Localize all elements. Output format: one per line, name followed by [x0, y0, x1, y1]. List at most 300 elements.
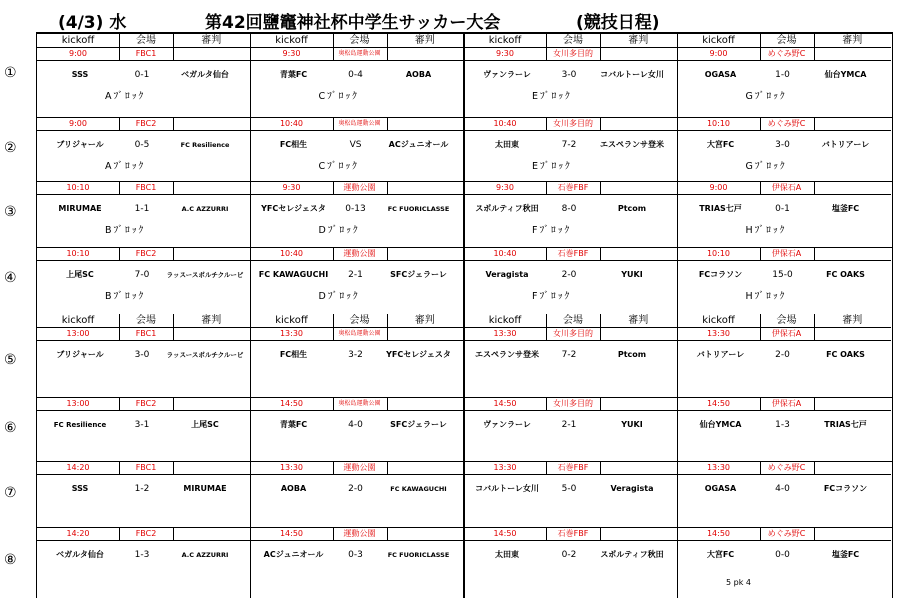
- match-score: 15-0: [772, 270, 793, 280]
- away-team: ラッスースポルチクルーピ: [166, 351, 244, 359]
- match-score: 1-3: [775, 420, 790, 430]
- match-info-row: [251, 248, 464, 261]
- match-line: [678, 202, 892, 216]
- match-line: [37, 418, 250, 432]
- kickoff-time: 9:00: [37, 118, 120, 130]
- referee-cell: [600, 48, 677, 60]
- away-team: AOBA: [405, 70, 432, 79]
- kickoff-time: 13:00: [37, 328, 120, 340]
- match-score: 1-0: [775, 70, 790, 80]
- away-team: FCコラソン: [823, 484, 868, 493]
- venue-name: 伊保石A: [760, 248, 815, 260]
- kickoff-time: 9:30: [251, 48, 334, 60]
- group-label: Cﾌﾞﾛｯｸ: [318, 161, 359, 172]
- match-line: [678, 548, 892, 562]
- kickoff-header: kickoff: [678, 34, 761, 47]
- match-line: [464, 482, 677, 496]
- away-team: MIRUMAE: [183, 484, 227, 493]
- venue-name: FBC2: [119, 528, 174, 540]
- match-line: [251, 68, 464, 82]
- match-score: VS: [349, 140, 362, 150]
- kickoff-header: kickoff: [464, 34, 547, 47]
- column-header: [678, 314, 892, 328]
- venue-name: 奥松島運動公園: [333, 328, 388, 340]
- match-score: 2-1: [348, 270, 363, 280]
- home-team: ブリジャール: [56, 350, 104, 359]
- away-team: A.C AZZURRI: [181, 551, 229, 559]
- referee-cell: [387, 328, 464, 340]
- match-score: 0-5: [134, 140, 150, 150]
- away-team: A.C AZZURRI: [181, 205, 229, 213]
- match-info-row: [464, 328, 677, 341]
- match-line: [251, 348, 464, 362]
- referee-cell: [814, 328, 892, 340]
- match-score: 0-1: [775, 204, 790, 214]
- referee-cell: [600, 528, 677, 540]
- venue-header: 会場: [119, 34, 174, 47]
- column-header: [464, 34, 677, 48]
- kickoff-time: 13:30: [678, 462, 761, 474]
- home-team: TRIAS七戸: [699, 204, 742, 213]
- date-label: (4/3) 水: [58, 13, 127, 33]
- venue-name: FBC2: [119, 398, 174, 410]
- match-line: [251, 268, 464, 282]
- home-team: エスペランサ登米: [475, 350, 539, 359]
- match-info-row: [464, 118, 677, 131]
- kickoff-time: 13:00: [37, 398, 120, 410]
- home-team: ブリジャール: [56, 140, 104, 149]
- referee-cell: [814, 528, 892, 540]
- venue-name: 奥松島運動公園: [333, 398, 388, 410]
- kickoff-time: 9:00: [678, 48, 761, 60]
- match-line: [251, 482, 464, 496]
- away-team: YUKI: [621, 420, 643, 429]
- group-label: Fﾌﾞﾛｯｸ: [532, 225, 572, 236]
- match-score: 4-0: [348, 420, 363, 430]
- round-separator: [37, 181, 892, 182]
- referee-cell: [600, 118, 677, 130]
- match-info-row: [464, 528, 677, 541]
- match-info-row: [678, 182, 892, 195]
- match-line: [251, 548, 464, 562]
- venue-name: 運動公園: [333, 182, 388, 194]
- group-label: Cﾌﾞﾛｯｸ: [318, 91, 359, 102]
- referee-cell: [173, 328, 250, 340]
- venue-name: 奥松島運動公園: [333, 118, 388, 130]
- penalty-kick-note: 5 pk 4: [726, 578, 751, 587]
- home-team: 太田東: [495, 140, 519, 149]
- home-team: 大宮FC: [706, 550, 735, 559]
- kickoff-time: 10:10: [37, 182, 120, 194]
- away-team: バトリアーレ: [821, 140, 870, 149]
- home-team: ヴァンラーレ: [483, 420, 531, 429]
- match-score: 1-2: [134, 484, 150, 494]
- referee-cell: [387, 462, 464, 474]
- block-column: [678, 34, 892, 600]
- match-line: [464, 138, 677, 152]
- group-label: Eﾌﾞﾛｯｸ: [532, 91, 572, 102]
- referee-header: 審判: [842, 35, 863, 46]
- match-info-row: [251, 48, 464, 61]
- kickoff-time: 10:40: [251, 118, 334, 130]
- match-score: 5-0: [561, 484, 577, 494]
- match-info-row: [37, 528, 250, 541]
- match-info-row: [678, 528, 892, 541]
- match-score: 0-4: [348, 70, 363, 80]
- match-info-row: [464, 398, 677, 411]
- referee-cell: [814, 398, 892, 410]
- match-line: [37, 268, 250, 282]
- kickoff-time: 10:10: [37, 248, 120, 260]
- group-label: Fﾌﾞﾛｯｸ: [532, 291, 572, 302]
- kickoff-time: 9:00: [678, 182, 761, 194]
- away-team: Ptcom: [617, 350, 647, 359]
- column-header: [464, 314, 677, 328]
- venue-name: 女川多目的: [546, 328, 601, 340]
- group-label: Hﾌﾞﾛｯｸ: [745, 225, 787, 236]
- column-header: [251, 314, 464, 328]
- home-team: 青葉FC: [279, 70, 308, 79]
- column-header: [37, 314, 250, 328]
- away-team: エスペランサ登米: [600, 140, 664, 149]
- match-info-row: [37, 48, 250, 61]
- match-line: [678, 482, 892, 496]
- group-label: Dﾌﾞﾛｯｸ: [318, 225, 360, 236]
- group-label: Gﾌﾞﾛｯｸ: [745, 91, 787, 102]
- kickoff-time: 10:40: [464, 248, 547, 260]
- block-column: [251, 34, 464, 600]
- match-line: [37, 138, 250, 152]
- match-score: 3-0: [775, 140, 790, 150]
- referee-header: 審判: [842, 315, 863, 326]
- match-line: [678, 68, 892, 82]
- kickoff-time: 13:30: [464, 462, 547, 474]
- home-team: SSS: [71, 484, 89, 493]
- referee-cell: [814, 118, 892, 130]
- column-header: [678, 34, 892, 48]
- home-team: 上尾SC: [66, 270, 94, 279]
- kickoff-time: 14:50: [464, 398, 547, 410]
- match-score: 0-0: [775, 550, 790, 560]
- referee-cell: [600, 328, 677, 340]
- match-line: [464, 418, 677, 432]
- match-info-row: [37, 462, 250, 475]
- away-team: ベガルタ仙台: [181, 70, 229, 79]
- venue-name: めぐみ野C: [760, 48, 815, 60]
- home-team: 太田東: [495, 550, 519, 559]
- referee-cell: [387, 528, 464, 540]
- referee-cell: [173, 398, 250, 410]
- match-info-row: [464, 248, 677, 261]
- home-team: OGASA: [704, 70, 737, 79]
- referee-header: 審判: [201, 35, 222, 46]
- round-number: ④: [4, 270, 17, 286]
- home-team: FC相生: [279, 350, 308, 359]
- group-label: Eﾌﾞﾛｯｸ: [532, 161, 572, 172]
- kickoff-time: 14:50: [678, 398, 761, 410]
- away-team: 塩釜FC: [831, 550, 860, 559]
- group-label: Aﾌﾞﾛｯｸ: [105, 161, 146, 172]
- venue-name: FBC2: [119, 118, 174, 130]
- round-separator: [37, 247, 892, 248]
- match-score: 7-0: [134, 270, 150, 280]
- kickoff-time: 9:30: [251, 182, 334, 194]
- round-number: ①: [4, 65, 17, 81]
- kickoff-time: 13:30: [678, 328, 761, 340]
- kickoff-time: 10:40: [251, 248, 334, 260]
- referee-cell: [387, 248, 464, 260]
- home-team: コバルトーレ女川: [475, 484, 539, 493]
- home-team: 仙台YMCA: [699, 420, 742, 429]
- referee-cell: [600, 248, 677, 260]
- referee-cell: [173, 462, 250, 474]
- away-team: ラッスースポルチクルーピ: [166, 271, 244, 279]
- kickoff-time: 10:40: [464, 118, 547, 130]
- home-team: YFCセレジェスタ: [261, 204, 326, 213]
- away-team: TRIAS七戸: [824, 420, 867, 429]
- match-info-row: [37, 398, 250, 411]
- match-score: 0-3: [348, 550, 363, 560]
- round-number: ⑧: [4, 552, 17, 568]
- kickoff-time: 13:30: [464, 328, 547, 340]
- match-score: 2-0: [775, 350, 790, 360]
- match-line: [37, 548, 250, 562]
- venue-name: めぐみ野C: [760, 528, 815, 540]
- match-info-row: [251, 182, 464, 195]
- referee-cell: [387, 182, 464, 194]
- away-team: ACジュニオール: [388, 140, 449, 149]
- venue-header: 会場: [760, 314, 815, 327]
- kickoff-time: 13:30: [251, 462, 334, 474]
- match-line: [251, 202, 464, 216]
- group-label: Gﾌﾞﾛｯｸ: [745, 161, 787, 172]
- match-info-row: [464, 462, 677, 475]
- kickoff-time: 10:10: [678, 118, 761, 130]
- away-team: Ptcom: [617, 204, 647, 213]
- group-label: Aﾌﾞﾛｯｸ: [105, 91, 146, 102]
- away-team: スポルティフ秋田: [600, 550, 664, 559]
- match-score: 1-1: [134, 204, 150, 214]
- column-header: [37, 34, 250, 48]
- kickoff-header: kickoff: [678, 314, 761, 327]
- referee-header: 審判: [628, 315, 649, 326]
- kickoff-time: 10:10: [678, 248, 761, 260]
- match-line: [37, 482, 250, 496]
- venue-name: 女川多目的: [546, 398, 601, 410]
- match-info-row: [251, 328, 464, 341]
- match-line: [678, 418, 892, 432]
- match-score: 4-0: [775, 484, 790, 494]
- away-team: コバルトーレ女川: [600, 70, 664, 79]
- away-team: FC FUORICLASSE: [387, 551, 450, 559]
- match-info-row: [37, 328, 250, 341]
- venue-name: 運動公園: [333, 248, 388, 260]
- match-line: [251, 138, 464, 152]
- match-score: 0-1: [134, 70, 150, 80]
- referee-cell: [600, 398, 677, 410]
- kickoff-time: 14:50: [464, 528, 547, 540]
- referee-cell: [387, 118, 464, 130]
- kickoff-header: kickoff: [37, 314, 120, 327]
- kickoff-header: kickoff: [37, 34, 120, 47]
- match-line: [464, 202, 677, 216]
- match-line: [464, 548, 677, 562]
- referee-cell: [814, 462, 892, 474]
- venue-name: FBC1: [119, 182, 174, 194]
- match-line: [37, 348, 250, 362]
- venue-header: 会場: [760, 34, 815, 47]
- away-team: FC FUORICLASSE: [387, 205, 450, 213]
- kickoff-time: 14:20: [37, 462, 120, 474]
- venue-name: 伊保石A: [760, 398, 815, 410]
- round-separator: [37, 527, 892, 528]
- match-score: 2-0: [561, 270, 577, 280]
- match-line: [37, 202, 250, 216]
- match-score: 3-0: [561, 70, 577, 80]
- home-team: Veragista: [485, 270, 529, 279]
- venue-name: 女川多目的: [546, 48, 601, 60]
- match-score: 0-2: [561, 550, 577, 560]
- kickoff-time: 9:30: [464, 182, 547, 194]
- home-team: OGASA: [704, 484, 737, 493]
- referee-cell: [387, 48, 464, 60]
- match-info-row: [678, 462, 892, 475]
- match-info-row: [37, 182, 250, 195]
- referee-header: 審判: [414, 315, 435, 326]
- away-team: 上尾SC: [191, 420, 219, 429]
- match-info-row: [37, 248, 250, 261]
- venue-header: 会場: [119, 314, 174, 327]
- round-number: ③: [4, 204, 17, 220]
- venue-name: 石巻FBF: [546, 182, 601, 194]
- match-score: 7-2: [561, 140, 577, 150]
- match-score: 2-0: [348, 484, 363, 494]
- round-number: ⑤: [4, 352, 17, 368]
- home-team: 大宮FC: [706, 140, 735, 149]
- match-line: [251, 418, 464, 432]
- match-score: 3-0: [134, 350, 150, 360]
- match-info-row: [678, 48, 892, 61]
- away-team: FC OAKS: [826, 350, 865, 359]
- home-team: SSS: [71, 70, 89, 79]
- venue-header: 会場: [333, 34, 388, 47]
- round-separator: [37, 117, 892, 118]
- referee-header: 審判: [414, 35, 435, 46]
- home-team: FCコラソン: [698, 270, 743, 279]
- page-title-bar: [0, 6, 900, 32]
- kickoff-time: 14:50: [251, 398, 334, 410]
- match-line: [678, 138, 892, 152]
- home-team: バトリアーレ: [696, 350, 745, 359]
- home-team: FC相生: [279, 140, 308, 149]
- venue-name: 石巻FBF: [546, 528, 601, 540]
- match-score: 1-3: [134, 550, 150, 560]
- match-info-row: [251, 528, 464, 541]
- venue-name: 女川多目的: [546, 118, 601, 130]
- kickoff-time: 14:50: [251, 528, 334, 540]
- referee-cell: [173, 248, 250, 260]
- away-team: Veragista: [610, 484, 654, 493]
- kickoff-header: kickoff: [251, 34, 334, 47]
- match-score: 8-0: [561, 204, 577, 214]
- match-score: 0-13: [345, 204, 366, 214]
- venue-name: 伊保石A: [760, 182, 815, 194]
- away-team: SFCジェラーレ: [390, 270, 447, 279]
- referee-header: 審判: [628, 35, 649, 46]
- away-team: 仙台YMCA: [824, 70, 867, 79]
- venue-name: 伊保石A: [760, 328, 815, 340]
- match-line: [464, 268, 677, 282]
- venue-name: 奥松島運動公園: [333, 48, 388, 60]
- referee-cell: [600, 462, 677, 474]
- match-info-row: [251, 118, 464, 131]
- match-info-row: [678, 398, 892, 411]
- match-info-row: [464, 182, 677, 195]
- round-separator: [37, 397, 892, 398]
- match-info-row: [678, 248, 892, 261]
- group-label: Dﾌﾞﾛｯｸ: [318, 291, 360, 302]
- match-line: [37, 68, 250, 82]
- round-number: ②: [4, 140, 17, 156]
- tournament-title: 第42回鹽竈神社杯中学生サッカー大会: [205, 13, 501, 33]
- block-column: [464, 34, 677, 600]
- match-line: [464, 348, 677, 362]
- home-team: FC KAWAGUCHI: [258, 270, 329, 279]
- referee-cell: [387, 398, 464, 410]
- away-team: YFCセレジェスタ: [386, 350, 451, 359]
- home-team: AOBA: [280, 484, 307, 493]
- match-score: 2-1: [561, 420, 577, 430]
- round-number: ⑥: [4, 420, 17, 436]
- venue-name: めぐみ野C: [760, 462, 815, 474]
- kickoff-header: kickoff: [251, 314, 334, 327]
- kickoff-time: 14:20: [37, 528, 120, 540]
- match-score: 3-2: [348, 350, 363, 360]
- match-info-row: [37, 118, 250, 131]
- venue-name: FBC1: [119, 328, 174, 340]
- match-score: 7-2: [561, 350, 577, 360]
- venue-name: めぐみ野C: [760, 118, 815, 130]
- kickoff-header: kickoff: [464, 314, 547, 327]
- group-label: Hﾌﾞﾛｯｸ: [745, 291, 787, 302]
- schedule-sheet: [36, 32, 893, 598]
- match-info-row: [678, 118, 892, 131]
- group-label: Bﾌﾞﾛｯｸ: [105, 291, 146, 302]
- referee-cell: [814, 182, 892, 194]
- block-column: [37, 34, 250, 600]
- venue-name: FBC1: [119, 462, 174, 474]
- referee-cell: [173, 48, 250, 60]
- away-team: FC Resilience: [180, 141, 230, 149]
- match-line: [464, 68, 677, 82]
- venue-header: 会場: [546, 34, 601, 47]
- referee-header: 審判: [201, 315, 222, 326]
- home-team: ベガルタ仙台: [56, 550, 104, 559]
- kickoff-time: 13:30: [251, 328, 334, 340]
- match-line: [678, 348, 892, 362]
- venue-name: FBC1: [119, 48, 174, 60]
- referee-cell: [173, 182, 250, 194]
- match-info-row: [678, 328, 892, 341]
- away-team: FC KAWAGUCHI: [390, 485, 447, 493]
- referee-cell: [600, 182, 677, 194]
- home-team: FC Resilience: [53, 421, 107, 429]
- venue-name: 石巻FBF: [546, 462, 601, 474]
- venue-header: 会場: [546, 314, 601, 327]
- referee-cell: [173, 528, 250, 540]
- venue-name: 運動公園: [333, 462, 388, 474]
- column-header: [251, 34, 464, 48]
